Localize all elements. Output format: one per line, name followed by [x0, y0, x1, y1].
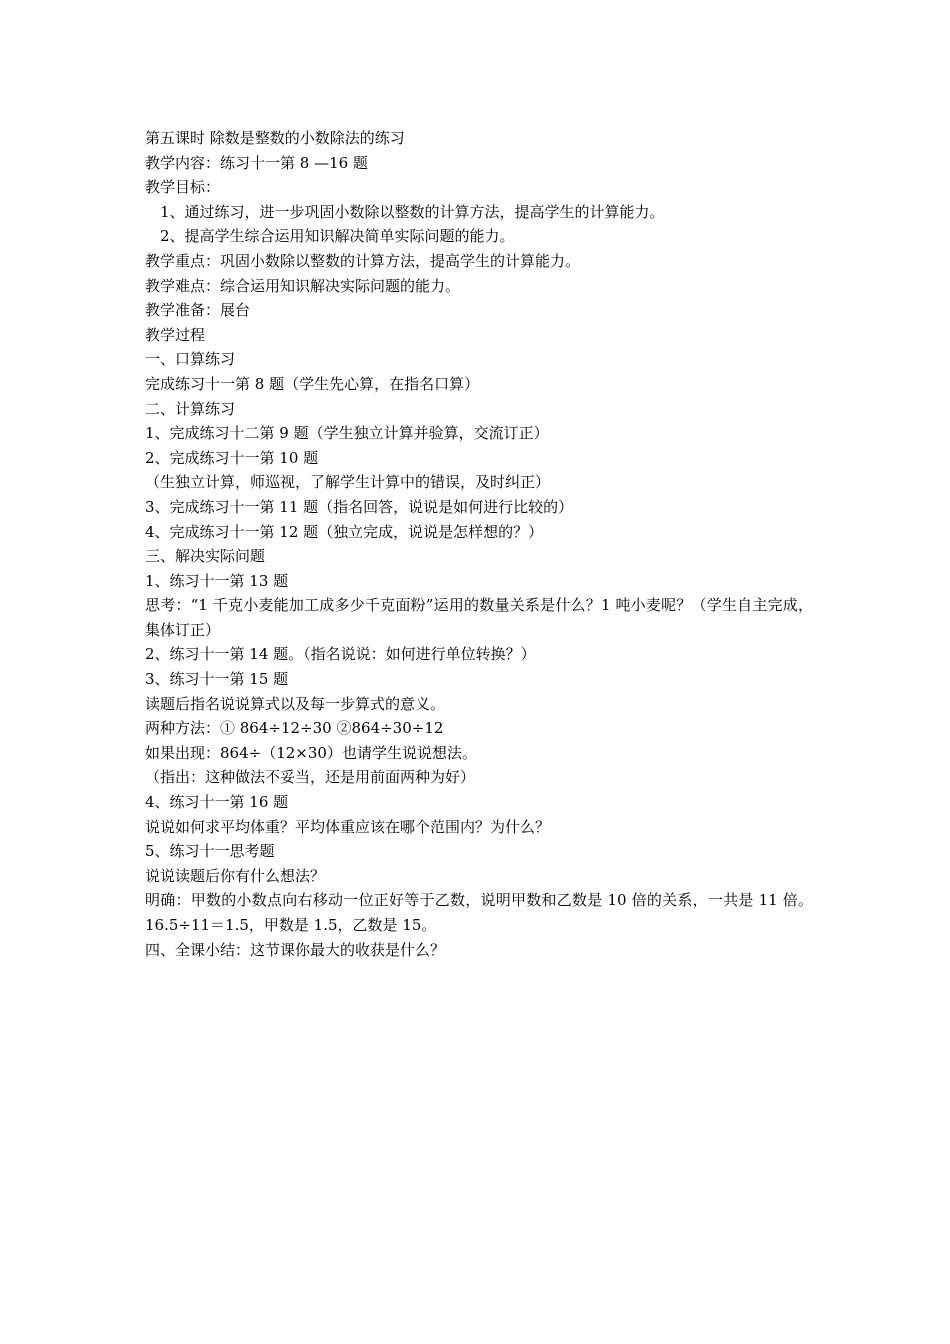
teaching-key-point: 教学重点：巩固小数除以整数的计算方法，提高学生的计算能力。: [145, 251, 581, 270]
teaching-content: 教学内容：练习十一第 8 —16 题: [145, 153, 368, 172]
teaching-preparation: 教学准备：展台: [145, 301, 251, 320]
problem-item-3-methods: 两种方法：① 864÷12÷30 ②864÷30÷12: [145, 719, 444, 738]
calc-item-2: 2、完成练习十一第 10 题: [145, 448, 319, 467]
document-body: [145, 126, 813, 962]
calc-item-2-note: （生独立计算，师巡视，了解学生计算中的错误，及时纠正）: [145, 473, 551, 492]
problem-item-5: 5、练习十一思考题: [145, 842, 275, 861]
teaching-goal-2: 2、提高学生综合运用知识解决简单实际问题的能力。: [160, 227, 515, 246]
section-summary: 四、全课小结：这节课你最大的收获是什么？: [145, 940, 446, 959]
problem-item-3-note: （指出：这种做法不妥当，还是用前面两种为好）: [145, 768, 476, 787]
problem-item-1-thinking: 思考：“1 千克小麦能加工成多少千克面粉”运用的数量关系是什么？1 吨小麦呢？（学生自主完成，集体订正）: [145, 596, 813, 639]
section-calc-heading: 二、计算练习: [145, 399, 236, 418]
problem-item-4: 4、练习十一第 16 题: [145, 793, 289, 812]
problem-item-1: 1、练习十一第 13 题: [145, 571, 289, 590]
section-oral-heading: 一、口算练习: [145, 350, 236, 369]
calc-item-1: 1、完成练习十二第 9 题（学生独立计算并验算，交流订正）: [145, 424, 549, 443]
problem-item-3-read: 读题后指名说说算式以及每一步算式的意义。: [145, 694, 446, 713]
section-oral-item: 完成练习十一第 8 题（学生先心算，在指名口算）: [145, 374, 480, 393]
problem-item-5-question: 说说读题后你有什么想法？: [145, 866, 326, 885]
problem-item-4-question: 说说如何求平均体重？平均体重应该在哪个范围内？为什么？: [145, 817, 551, 836]
problem-item-3: 3、练习十一第 15 题: [145, 670, 289, 689]
lesson-title: 第五课时 除数是整数的小数除法的练习: [145, 129, 405, 147]
teaching-difficulty: 教学难点：综合运用知识解决实际问题的能力。: [145, 276, 461, 295]
teaching-goals-heading: 教学目标：: [145, 178, 221, 197]
problem-item-5-answer: 明确：甲数的小数点向右移动一位正好等于乙数，说明甲数和乙数是 10 倍的关系，一共是 11 倍。16.5÷11＝1.5，甲数是 1.5，乙数是 15。: [145, 891, 813, 934]
calc-item-4: 4、完成练习十一第 12 题（独立完成，说说是怎样想的？）: [145, 522, 544, 541]
teaching-goal-1: 1、通过练习，进一步巩固小数除以整数的计算方法，提高学生的计算能力。: [160, 202, 665, 221]
problem-item-3-alt: 如果出现：864÷（12×30）也请学生说说想法。: [145, 743, 477, 762]
teaching-process-heading: 教学过程: [145, 325, 206, 344]
calc-item-3: 3、完成练习十一第 11 题（指名回答，说说是如何进行比较的）: [145, 497, 574, 516]
section-problems-heading: 三、解决实际问题: [145, 547, 266, 566]
problem-item-2: 2、练习十一第 14 题。（指名说说：如何进行单位转换？）: [145, 645, 536, 664]
